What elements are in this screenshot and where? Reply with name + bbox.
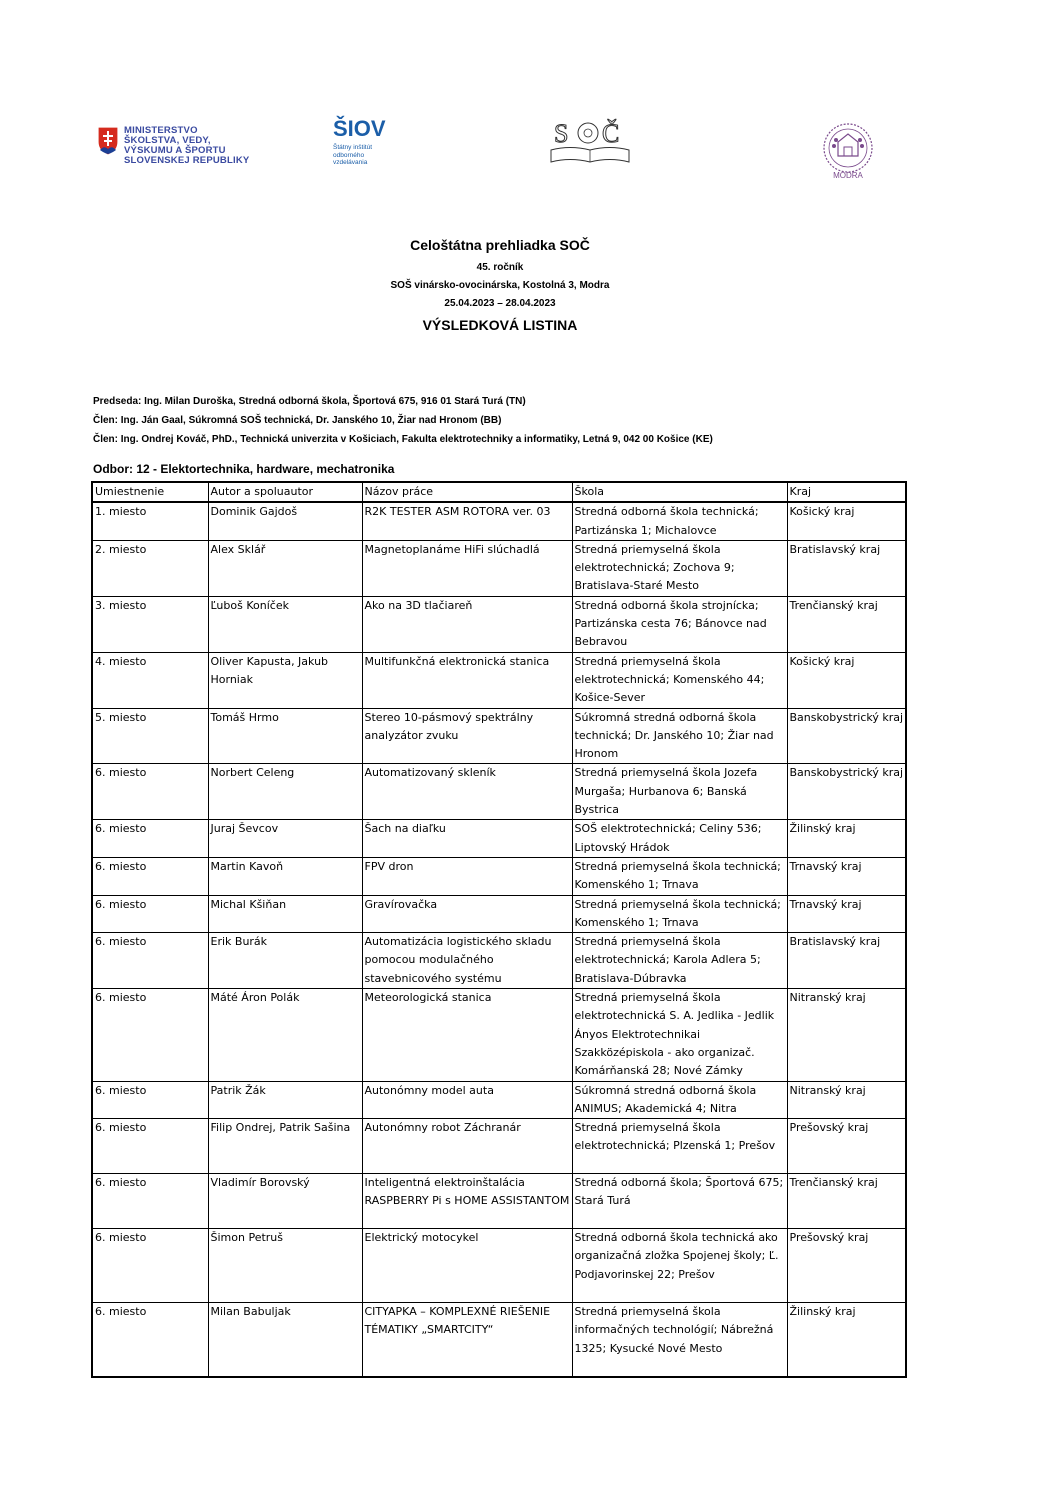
placement-cell: 6. miesto — [92, 1229, 208, 1303]
region-cell: Nitranský kraj — [787, 1081, 906, 1119]
author-cell: Patrik Žák — [208, 1081, 362, 1119]
school-cell: Stredná odborná škola technická; Partizánska 1; Michalovce — [572, 502, 787, 540]
work-title-cell: R2K TESTER ASM ROTORA ver. 03 — [362, 502, 572, 540]
work-title-cell: Autonómny model auta — [362, 1081, 572, 1119]
placement-cell: 6. miesto — [92, 895, 208, 933]
placement-cell: 6. miesto — [92, 1174, 208, 1229]
siov-line-3: vzdelávania — [333, 159, 368, 166]
header-placement: Umiestnenie — [92, 482, 208, 502]
work-title-cell: Automatizácia logistického skladu pomocou modulačného stavebnicového systému — [362, 933, 572, 989]
work-title-cell: Magnetoplanáme HiFi slúchadlá — [362, 540, 572, 596]
author-cell: Erik Burák — [208, 933, 362, 989]
ministry-logo — [97, 126, 249, 166]
table-header-row — [92, 482, 906, 502]
modra-logo — [818, 122, 878, 185]
table-row — [92, 1081, 906, 1119]
work-title-cell: Gravírovačka — [362, 895, 572, 933]
author-cell: Tomáš Hrmo — [208, 708, 362, 764]
region-cell: Žilinský kraj — [787, 820, 906, 858]
region-cell: Bratislavský kraj — [787, 540, 906, 596]
table-row — [92, 820, 906, 858]
work-title-cell: Elektrický motocykel — [362, 1229, 572, 1303]
author-cell: Martin Kavoň — [208, 857, 362, 895]
work-title-cell: CITYAPKA – KOMPLEXNÉ RIEŠENIE TÉMATIKY „SMARTCITY“ — [362, 1303, 572, 1377]
table-row — [92, 989, 906, 1081]
region-cell: Nitranský kraj — [787, 989, 906, 1081]
school-cell: Stredná odborná škola strojnícka; Partizánska cesta 76; Bánovce nad Bebravou — [572, 596, 787, 652]
author-cell: Alex Sklář — [208, 540, 362, 596]
table-row — [92, 652, 906, 708]
committee-list — [93, 392, 713, 449]
school-cell: Súkromná stredná odborná škola technická; Dr. Janského 10; Žiar nad Hronom — [572, 708, 787, 764]
work-title-cell: Meteorologická stanica — [362, 989, 572, 1081]
logo-bar — [0, 118, 1058, 198]
placement-cell: 6. miesto — [92, 1119, 208, 1174]
placement-cell: 4. miesto — [92, 652, 208, 708]
soc-book-icon — [548, 118, 632, 166]
soc-logo — [548, 118, 632, 171]
school-cell: Stredná priemyselná škola informačných technológií; Nábrežná 1325; Kysucké Nové Mesto — [572, 1303, 787, 1377]
author-cell: Šimon Petruš — [208, 1229, 362, 1303]
author-cell: Ľuboš Koníček — [208, 596, 362, 652]
school-cell: SOŠ elektrotechnická; Celiny 536; Liptovský Hrádok — [572, 820, 787, 858]
table-row — [92, 857, 906, 895]
placement-cell: 1. miesto — [92, 502, 208, 540]
edition: 45. ročník — [476, 262, 524, 273]
header-title: Názov práce — [362, 482, 572, 502]
author-cell: Norbert Celeng — [208, 764, 362, 820]
ministry-line-3: VÝSKUMU A ŠPORTU — [124, 145, 226, 156]
school-cell: Stredná priemyselná škola technická; Komenského 1; Trnava — [572, 895, 787, 933]
work-title-cell: Ako na 3D tlačiareň — [362, 596, 572, 652]
school-cell: Stredná odborná škola; Športová 675; Stará Turá — [572, 1174, 787, 1229]
school-cell: Stredná priemyselná škola technická; Komenského 1; Trnava — [572, 857, 787, 895]
work-title-cell: FPV dron — [362, 857, 572, 895]
author-cell: Vladimír Borovský — [208, 1174, 362, 1229]
committee-chair: Predseda: Ing. Milan Duroška, Stredná odborná škola, Športová 675, 916 01 Stará Turá (TN) — [93, 396, 526, 407]
school-cell: Stredná odborná škola technická ako organizačná zložka Spojenej školy; Ľ. Podjavorinskej 22; Prešov — [572, 1229, 787, 1303]
table-row — [92, 502, 906, 540]
modra-grape-emblem-icon — [818, 122, 878, 180]
school-cell: Stredná priemyselná škola elektrotechnická S. A. Jedlika - Jedlik Ányos Elektrotechnikai Szakközépiskola - ako organizač. Komárňanská 28; Nové Zámky — [572, 989, 787, 1081]
section-title: Odbor: 12 - Elektortechnika, hardware, mechatronika — [93, 462, 395, 476]
work-title-cell: Inteligentná elektroinštalácia RASPBERRY Pi s HOME ASSISTANTOM — [362, 1174, 572, 1229]
table-row — [92, 1303, 906, 1377]
region-cell: Trnavský kraj — [787, 857, 906, 895]
region-cell: Žilinský kraj — [787, 1303, 906, 1377]
event-dates: 25.04.2023 – 28.04.2023 — [444, 298, 556, 309]
results-table — [91, 481, 907, 1378]
placement-cell: 6. miesto — [92, 933, 208, 989]
work-title-cell: Multifunkčná elektronická stanica — [362, 652, 572, 708]
table-row — [92, 708, 906, 764]
author-cell: Michal Kšiňan — [208, 895, 362, 933]
school-cell: Stredná priemyselná škola elektrotechnická; Komenského 44; Košice-Sever — [572, 652, 787, 708]
placement-cell: 2. miesto — [92, 540, 208, 596]
ministry-line-2: ŠKOLSTVA, VEDY, — [124, 135, 211, 146]
header-region: Kraj — [787, 482, 906, 502]
region-cell: Banskobystrický kraj — [787, 708, 906, 764]
siov-logo — [333, 118, 386, 167]
svg-text:Č: Č — [602, 119, 620, 148]
author-cell: Milan Babuljak — [208, 1303, 362, 1377]
slovak-coat-of-arms-icon — [97, 126, 119, 156]
placement-cell: 6. miesto — [92, 989, 208, 1081]
work-title-cell: Automatizovaný skleník — [362, 764, 572, 820]
placement-cell: 5. miesto — [92, 708, 208, 764]
author-cell: Oliver Kapusta, Jakub Horniak — [208, 652, 362, 708]
school-cell: Stredná priemyselná škola Jozefa Murgaša; Hurbanova 6; Banská Bystrica — [572, 764, 787, 820]
placement-cell: 6. miesto — [92, 1303, 208, 1377]
header-school: Škola — [572, 482, 787, 502]
region-cell: Košický kraj — [787, 652, 906, 708]
table-row — [92, 540, 906, 596]
modra-wordmark: MODRA — [833, 171, 863, 180]
region-cell: Trenčianský kraj — [787, 596, 906, 652]
ministry-line-1: MINISTERSTVO — [124, 125, 198, 136]
placement-cell: 6. miesto — [92, 764, 208, 820]
table-row — [92, 933, 906, 989]
siov-wordmark: ŠIOV — [333, 116, 386, 141]
region-cell: Bratislavský kraj — [787, 933, 906, 989]
region-cell: Trnavský kraj — [787, 895, 906, 933]
school-cell: Stredná priemyselná škola elektrotechnická; Plzenská 1; Prešov — [572, 1119, 787, 1174]
placement-cell: 6. miesto — [92, 820, 208, 858]
author-cell: Máté Áron Polák — [208, 989, 362, 1081]
table-row — [92, 1229, 906, 1303]
school-cell: Stredná priemyselná škola elektrotechnická; Zochova 9; Bratislava-Staré Mesto — [572, 540, 787, 596]
placement-cell: 6. miesto — [92, 1081, 208, 1119]
table-row — [92, 1174, 906, 1229]
placement-cell: 3. miesto — [92, 596, 208, 652]
siov-line-2: odborného — [333, 151, 365, 159]
venue: SOŠ vinársko-ovocinárska, Kostolná 3, Modra — [390, 280, 610, 291]
ministry-line-4: SLOVENSKEJ REPUBLIKY — [124, 155, 250, 166]
region-cell: Banskobystrický kraj — [787, 764, 906, 820]
region-cell: Trenčianský kraj — [787, 1174, 906, 1229]
school-cell: Súkromná stredná odborná škola ANIMUS; Akademická 4; Nitra — [572, 1081, 787, 1119]
author-cell: Juraj Ševcov — [208, 820, 362, 858]
work-title-cell: Šach na diaľku — [362, 820, 572, 858]
region-cell: Košický kraj — [787, 502, 906, 540]
table-row — [92, 895, 906, 933]
committee-member: Člen: Ing. Ondrej Kováč, PhD., Technická univerzita v Košiciach, Fakulta elektrotechniky a informatiky, Letná 9, 042 00 Košice (KE) — [93, 434, 713, 445]
header-author: Autor a spoluautor — [208, 482, 362, 502]
region-cell: Prešovský kraj — [787, 1119, 906, 1174]
author-cell: Filip Ondrej, Patrik Sašina — [208, 1119, 362, 1174]
committee-member: Člen: Ing. Ján Gaal, Súkromná SOŠ technická, Dr. Janského 10, Žiar nad Hronom (BB) — [93, 415, 502, 426]
table-row — [92, 1119, 906, 1174]
author-cell: Dominik Gajdoš — [208, 502, 362, 540]
siov-line-1: Štátny inštitút — [333, 144, 373, 151]
placement-cell: 6. miesto — [92, 857, 208, 895]
event-title: Celoštátna prehliadka SOČ — [410, 237, 590, 253]
work-title-cell: Autonómny robot Záchranár — [362, 1119, 572, 1174]
school-cell: Stredná priemyselná škola elektrotechnická; Karola Adlera 5; Bratislava-Dúbravka — [572, 933, 787, 989]
svg-text:S: S — [554, 119, 569, 148]
work-title-cell: Stereo 10-pásmový spektrálny analyzátor zvuku — [362, 708, 572, 764]
document-title: VÝSLEDKOVÁ LISTINA — [422, 317, 578, 333]
table-row — [92, 596, 906, 652]
table-row — [92, 764, 906, 820]
region-cell: Prešovský kraj — [787, 1229, 906, 1303]
